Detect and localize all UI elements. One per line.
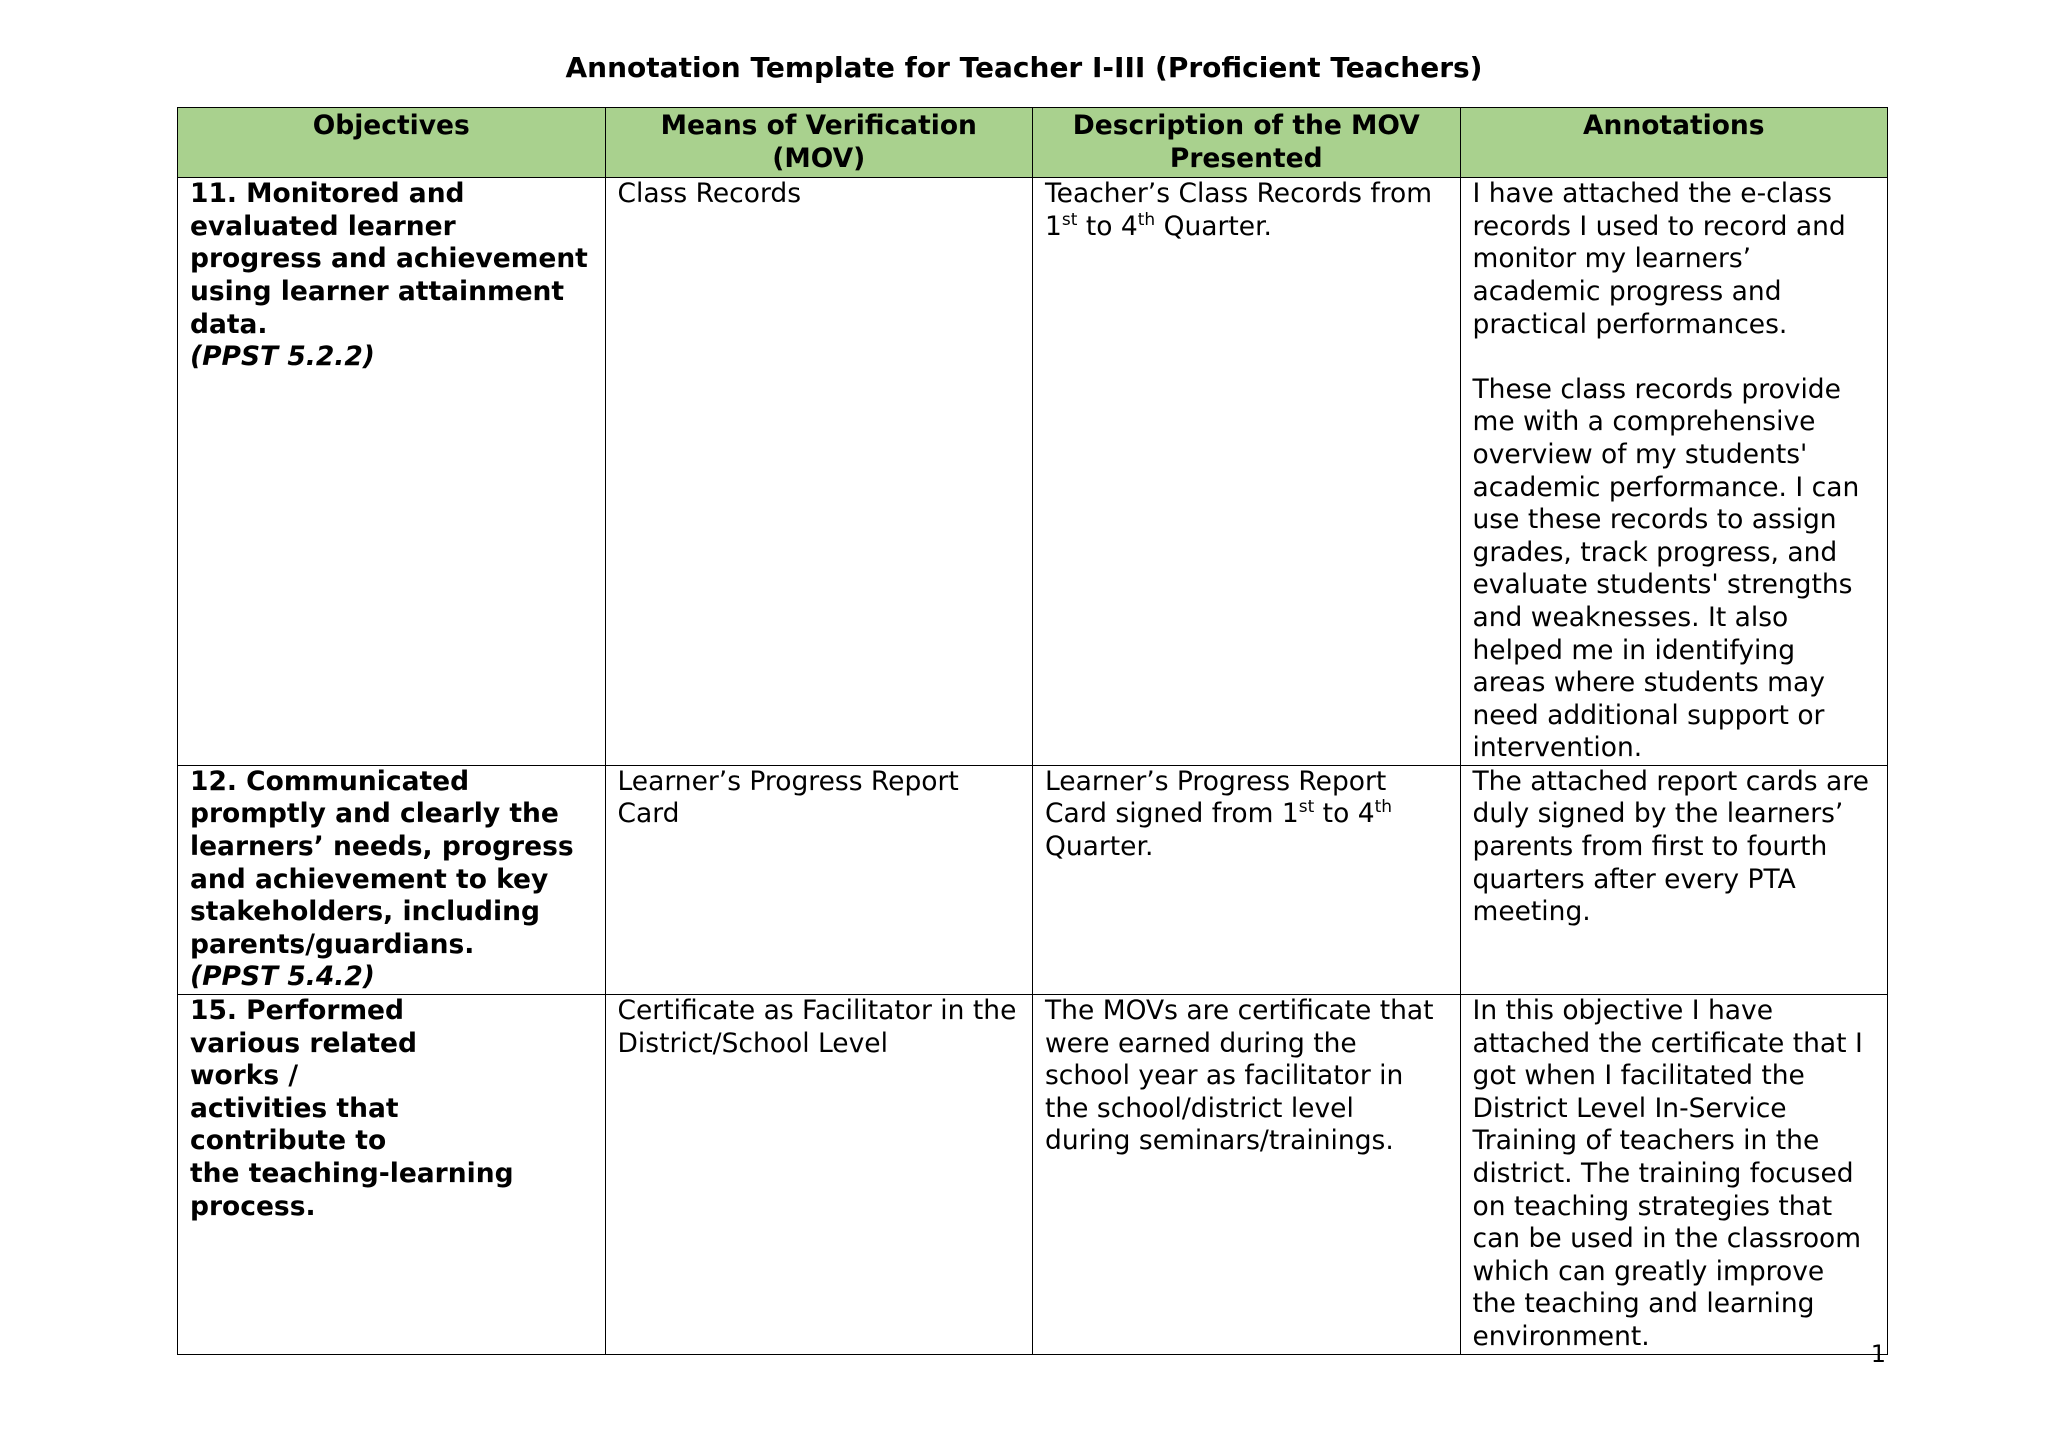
objective-text: 11. Monitored and evaluated learner progress and achievement using learner attainment data. bbox=[190, 178, 588, 340]
description-text: Quarter. bbox=[1045, 831, 1154, 863]
header-mov: Means of Verification (MOV) bbox=[605, 108, 1033, 178]
table-row bbox=[178, 995, 1888, 1355]
ordinal-suffix: st bbox=[1061, 209, 1078, 230]
ordinal-suffix: th bbox=[1137, 209, 1156, 230]
mov-cell: Class Records bbox=[605, 178, 1033, 766]
annotation-cell: In this objective I have attached the certificate that I got when I facilitated the District Level In-Service Training of teachers in the district. The training focused on teaching strategies that can be used in the classroom which can greatly improve the teaching and learning environment. bbox=[1460, 995, 1888, 1355]
ppst-code: (PPST 5.2.2) bbox=[190, 341, 375, 373]
description-cell bbox=[1033, 178, 1461, 766]
annotation-paragraph: I have attached the e-class records I used to record and monitor my learners’ academic progress and practical performances. bbox=[1472, 178, 1846, 340]
table-row bbox=[178, 178, 1888, 766]
description-cell bbox=[1033, 765, 1461, 994]
header-description: Description of the MOV Presented bbox=[1033, 108, 1461, 178]
annotation-cell bbox=[1460, 178, 1888, 766]
objective-cell bbox=[178, 765, 606, 994]
objective-cell bbox=[178, 995, 606, 1355]
table-row bbox=[178, 765, 1888, 994]
description-text: to 4 bbox=[1077, 210, 1138, 242]
ppst-code: (PPST 5.4.2) bbox=[190, 961, 375, 993]
header-objectives: Objectives bbox=[178, 108, 606, 178]
description-cell: The MOVs are certificate that were earned during the school year as facilitator in the school/district level during seminars/trainings. bbox=[1033, 995, 1461, 1355]
description-text: Teacher’s Class Records from 1 bbox=[1045, 178, 1433, 242]
description-text: Quarter. bbox=[1155, 210, 1272, 242]
header-row bbox=[178, 108, 1888, 178]
page-title: Annotation Template for Teacher I-III (Proficient Teachers) bbox=[565, 51, 1483, 84]
description-text: to 4 bbox=[1314, 798, 1375, 830]
header-annotations: Annotations bbox=[1460, 108, 1888, 178]
objective-cell bbox=[178, 178, 606, 766]
page-number: 1 bbox=[1870, 1340, 1886, 1368]
ordinal-suffix: th bbox=[1374, 797, 1393, 818]
mov-cell: Learner’s Progress Report Card bbox=[605, 765, 1033, 994]
annotation-cell: The attached report cards are duly signed by the learners’ parents from first to fourth quarters after every PTA meeting. bbox=[1460, 765, 1888, 994]
ordinal-suffix: st bbox=[1298, 797, 1315, 818]
annotation-paragraph: These class records provide me with a comprehensive overview of my students' academic performance. I can use these records to assign grades, track progress, and evaluate students' strengths and weaknesses. It also helped me in identifying areas where students may need additional support or intervention. bbox=[1472, 373, 1860, 764]
annotation-table bbox=[177, 107, 1888, 1355]
description-text: Learner’s Progress Report Card signed from 1 bbox=[1045, 765, 1387, 830]
mov-cell: Certificate as Facilitator in the District/School Level bbox=[605, 995, 1033, 1355]
objective-text: 15. Performed various related works / activities that contribute to the teaching-learning process. bbox=[190, 995, 514, 1222]
objective-text: 12. Communicated promptly and clearly the learners’ needs, progress and achievement to key stakeholders, including parents/guardians. bbox=[190, 765, 574, 960]
